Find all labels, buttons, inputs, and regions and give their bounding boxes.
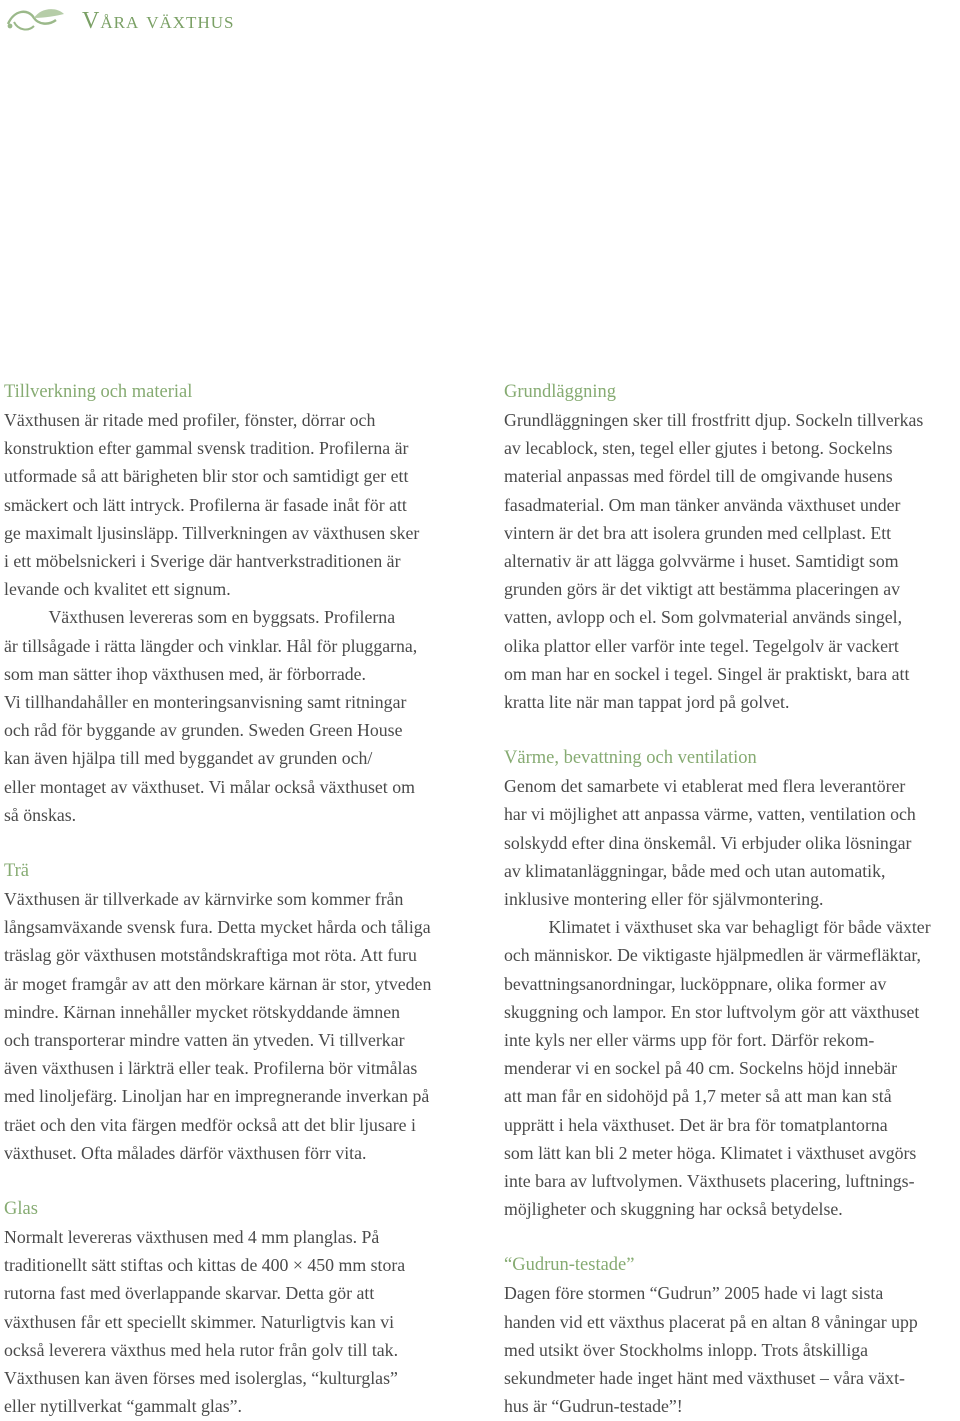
text-line: vatten, avlopp och el. Som golvmaterial används singel, — [504, 607, 903, 628]
text-line: inklusive montering eller för självmontering. — [504, 889, 824, 910]
text-line: mindre. Kärnan innehåller mycket rötskyddande ämnen — [4, 1001, 400, 1022]
text-line: långsamväxande svensk fura. Detta mycket hårda och tåliga — [4, 917, 431, 938]
text-line: material anpassas med fördel till de omgivande husens — [504, 466, 893, 487]
text-line: vintern är det bra att isolera grunden med cellplast. Ett — [504, 522, 892, 543]
text-line: konstruktion efter gammal svensk tradition. Profilerna är — [4, 438, 409, 459]
text-line: levande och kvalitet ett signum. — [4, 579, 231, 600]
text-line: även växthusen i lärkträ eller teak. Profilerna bör vitmålas — [4, 1058, 418, 1079]
text-line: Växthusen är tillverkade av kärnvirke som kommer från — [4, 889, 404, 910]
paragraph-text — [504, 772, 960, 1223]
text-line: menderar vi en sockel på 40 cm. Sockelns höjd innebär — [504, 1058, 898, 1079]
text-line: alternativ är att lägga golvvärme i huset. Samtidigt som — [504, 551, 899, 572]
text-line: och råd för byggande av grunden. Sweden Green House — [4, 720, 403, 741]
page-title: Våra växthus — [82, 8, 235, 34]
text-line: bevattningsanordningar, lucköppnare, olika former av — [504, 973, 887, 994]
text-line: eller montaget av växthuset. Vi målar också växthuset om — [4, 776, 415, 797]
text-line: av lecablock, sten, tegel eller gjutes i betong. Sockelns — [504, 438, 893, 459]
page-header — [0, 0, 960, 48]
text-line: av klimatanläggningar, både med och utan automatik, — [504, 860, 886, 881]
text-line: har vi möjlighet att anpassa värme, vatten, ventilation och — [504, 804, 916, 825]
text-line: inte kyls ner eller värms upp för fort. Därför rekom- — [504, 1030, 875, 1051]
text-line: traditionellt sätt stiftas och kittas de 400 × 450 mm stora — [4, 1255, 406, 1276]
text-line: Klimatet i växthuset ska var behagligt för både växter — [504, 917, 931, 938]
section-tillverkning — [4, 378, 474, 829]
text-line: utformade så att bärigheten blir stor och samtidigt ger ett — [4, 466, 409, 487]
text-line: kan även hjälpa till med byggandet av grunden och/ — [4, 748, 373, 769]
leaf-swirl-icon — [4, 4, 68, 36]
text-line: Växthusen är ritade med profiler, fönster, dörrar och — [4, 410, 376, 430]
text-line: med linoljefärg. Linoljan har en impregnerande inverkan på — [4, 1086, 430, 1107]
text-line: träslag gör växthusen motståndskraftiga mot röta. Att furu — [4, 945, 417, 966]
text-line: Vi tillhandahåller en monteringsanvisning samt ritningar — [4, 692, 407, 713]
text-line: Växthusen levereras som en byggsats. Profilerna — [4, 607, 396, 628]
text-line: Dagen före stormen “Gudrun” 2005 hade vi lagt sista — [504, 1283, 884, 1304]
text-line: som man sätter ihop växthusen med, är förborrade. — [4, 663, 366, 684]
section-heading: Värme, bevattning och ventilation — [504, 748, 757, 769]
section-heading: Trä — [4, 861, 30, 882]
text-line: upprätt i hela växthuset. Det är bra för tomatplantorna — [504, 1114, 888, 1135]
text-line: Genom det samarbete vi etablerat med flera leverantörer — [504, 776, 906, 797]
text-line: med utsikt över Stockholms inlopp. Trots åtskilliga — [504, 1339, 869, 1360]
text-line: Växthusen kan även förses med isolerglas, “kulturglas” — [4, 1368, 398, 1389]
text-line: i ett möbelsnickeri i Sverige där hantverkstraditionen är — [4, 551, 401, 572]
text-line: grunden görs är det viktigt att bestämma placeringen av — [504, 579, 900, 600]
section-heading: “Gudrun-testade” — [504, 1255, 635, 1276]
section-varme — [504, 744, 960, 1223]
text-line: olika plattor eller varför inte tegel. Tegelgolv är vackert — [504, 635, 899, 656]
text-line: handen vid ett växthus placerat på en altan 8 våningar upp — [504, 1311, 918, 1332]
paragraph-text — [504, 406, 960, 716]
text-line: smäckert och lätt intryck. Profilerna är fasade inåt för att — [4, 494, 407, 515]
text-line: så önskas. — [4, 804, 77, 825]
section-tra — [4, 857, 474, 1167]
text-line: träet och den vita färgen medför också att det blir ljusare i — [4, 1114, 416, 1135]
text-line: fasadmaterial. Om man tänker använda växthuset under — [504, 494, 901, 515]
text-line: kratta lite när man tappat jord på golvet. — [504, 692, 790, 713]
text-line: inte bara av luftvolymen. Växthusets placering, luftnings- — [504, 1171, 915, 1192]
section-grundlaggning — [504, 378, 960, 716]
text-line: om man har en sockel i tegel. Singel är praktiskt, bara att — [504, 663, 910, 684]
section-heading: Grundläggning — [504, 382, 617, 402]
text-line: möjligheter och skuggning har också betydelse. — [504, 1199, 843, 1220]
text-line: solskydd efter dina önskemål. Vi erbjuder olika lösningar — [504, 832, 912, 853]
text-line: som lätt kan bli 2 meter höga. Klimatet i växthuset avgörs — [504, 1142, 917, 1163]
text-line: också leverera växthus med hela rutor från golv till tak. — [4, 1339, 399, 1360]
paragraph-text — [504, 1279, 960, 1420]
text-line: är tillsågade i rätta längder och vinklar. Hål för pluggarna, — [4, 635, 418, 656]
text-line: och transporterar mindre vatten än ytveden. Vi tillverkar — [4, 1030, 405, 1051]
paragraph-text — [4, 885, 474, 1167]
text-line: växthusen får ett speciellt skimmer. Naturligtvis kan vi — [4, 1311, 395, 1332]
section-gudrun — [504, 1251, 960, 1420]
text-line: sekundmeter hade inget hänt med växthuset – våra växt- — [504, 1368, 905, 1389]
text-line: växthuset. Ofta målades därför växthusen förr vita. — [4, 1142, 367, 1163]
text-line: eller nytillverkat “gammalt glas”. — [4, 1396, 242, 1417]
text-line: rutorna fast med överlappande skarvar. Detta gör att — [4, 1283, 375, 1304]
left-column — [4, 378, 474, 1421]
paragraph-text — [4, 1223, 474, 1420]
text-line: hus är “Gudrun-testade”! — [504, 1396, 683, 1417]
text-line: ge maximalt ljusinsläpp. Tillverkningen av växthusen sker — [4, 522, 420, 543]
right-column — [504, 378, 960, 1421]
text-line: är moget framgår av att den mörkare kärnan är stor, ytveden — [4, 973, 432, 994]
text-line: skuggning och lampor. En stor luftvolym gör att växthuset — [504, 1001, 920, 1022]
section-heading: Tillverkning och material — [4, 382, 193, 402]
section-heading: Glas — [4, 1199, 38, 1220]
text-line: Normalt levereras växthusen med 4 mm planglas. På — [4, 1227, 380, 1248]
text-line: att man får en sidohöjd på 1,7 meter så att man kan stå — [504, 1086, 892, 1107]
paragraph-text — [4, 406, 474, 829]
text-line: Grundläggningen sker till frostfritt djup. Sockeln tillverkas — [504, 410, 924, 430]
section-glas — [4, 1195, 474, 1420]
text-line: och människor. De viktigaste hjälpmedlen är värmefläktar, — [504, 945, 922, 966]
